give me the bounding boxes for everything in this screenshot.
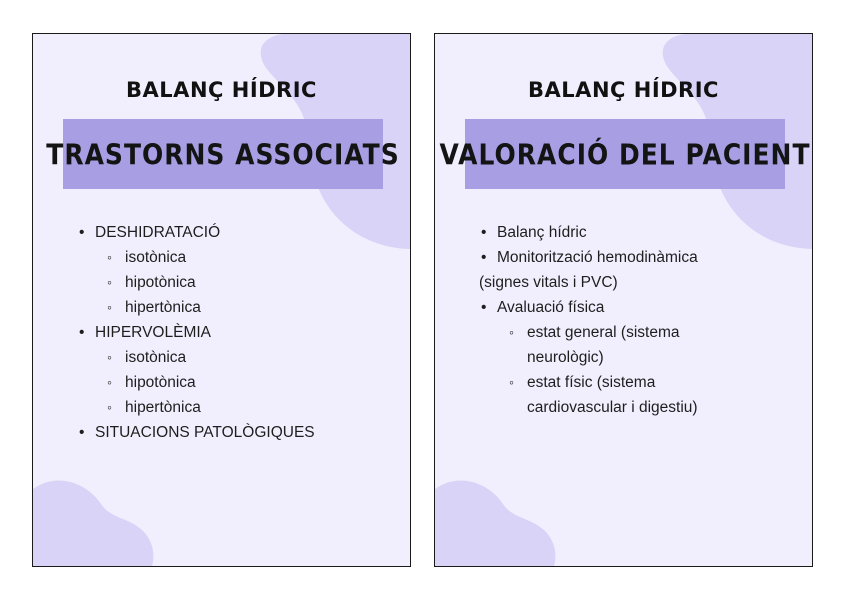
sub-list-item: ◦ hipotònica (77, 370, 397, 395)
title-banner (46, 119, 400, 189)
disorders-list (77, 220, 397, 445)
list-item: • HIPERVOLÈMIA (77, 320, 397, 345)
list-item (479, 295, 799, 320)
list-item (479, 220, 799, 245)
card-title: VALORACIÓ DEL PACIENT (439, 137, 811, 171)
assessment-list (479, 220, 799, 420)
sub-list-item-text: estat físic (sistema (527, 374, 656, 391)
decorative-blob-bottom-left (33, 479, 163, 567)
sub-list-item-text: estat general (sistema (527, 324, 680, 341)
card-subtitle: BALANÇ HÍDRIC (126, 78, 317, 102)
list-item-text: Balanç hídric (497, 224, 587, 241)
card-valoracio-pacient (434, 33, 813, 567)
list-item: • DESHIDRATACIÓ (77, 220, 397, 245)
card-trastorns-associats (32, 33, 411, 567)
list-item: • SITUACIONS PATOLÒGIQUES (77, 420, 397, 445)
title-banner (439, 119, 811, 189)
sub-list-item: ◦ isotònica (77, 345, 397, 370)
card-subtitle: BALANÇ HÍDRIC (528, 78, 719, 102)
card-title: TRASTORNS ASSOCIATS (46, 137, 400, 171)
sub-list-item-text: cardiovascular i digestiu) (527, 399, 698, 416)
list-item-text: (signes vitals i PVC) (479, 274, 618, 291)
sub-list-item: ◦ isotònica (77, 245, 397, 270)
sub-list-item (479, 370, 799, 420)
sub-list-item: ◦ hipotònica (77, 270, 397, 295)
decorative-blob-bottom-left (435, 479, 565, 567)
list-item-text: Avaluació física (497, 299, 605, 316)
list-item-text: Monitorització hemodinàmica (497, 249, 698, 266)
sub-list-item: ◦ hipertònica (77, 295, 397, 320)
sub-list-item-text: neurològic) (527, 349, 604, 366)
sub-list-item: ◦ hipertònica (77, 395, 397, 420)
list-item (479, 245, 799, 295)
sub-list-item (479, 320, 799, 370)
